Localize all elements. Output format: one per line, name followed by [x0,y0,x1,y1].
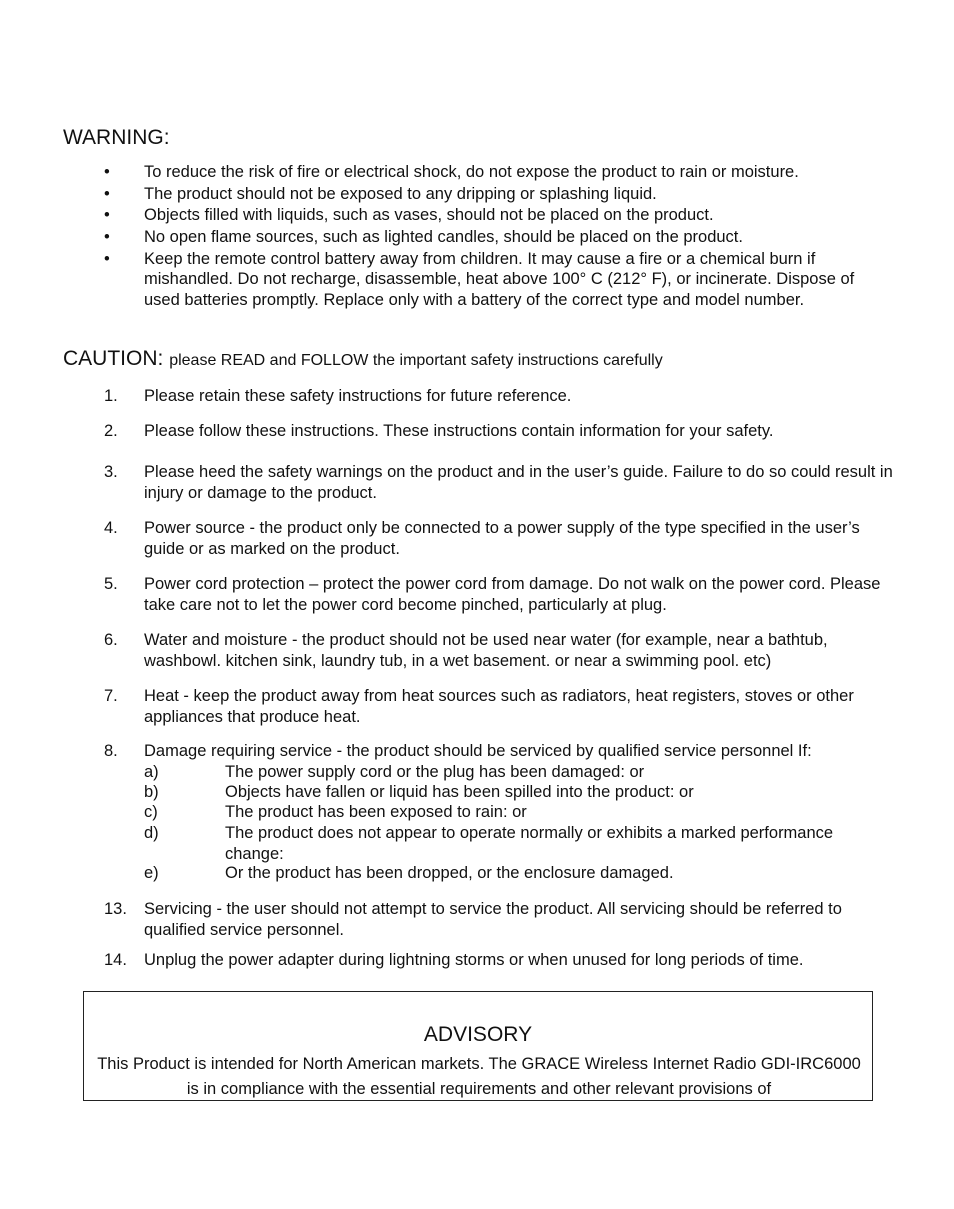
item-text: Please retain these safety instructions for future reference. [144,387,572,405]
warning-item-text: The product should not be exposed to any dripping or splashing liquid. [144,184,657,203]
item-number: 14. [104,951,127,969]
warning-heading: WARNING: [63,126,170,149]
item-number: 3. [104,463,118,481]
item-text: Please heed the safety warnings on the product and in the user’s guide. Failure to do so could result in injury or damage to the product. [144,463,893,502]
item-number: 2. [104,422,118,440]
subitem-letter: e) [144,864,159,882]
bullet-icon: • [104,206,110,225]
item-number: 6. [104,631,118,649]
warning-list [0,162,954,311]
warning-item-text: Keep the remote control battery away from children. It may cause a fire or a chemical burn if mishandled. Do not recharge, disassemble, heat above 100° C (212° F), or incinerate. Dispose of used batteries promptly. Replace only with a battery of the correct type and model number. [144,249,855,309]
caution-title: CAUTION: [63,347,164,370]
item-number: 5. [104,575,118,593]
subitem-text: The product does not appear to operate normally or exhibits a marked performance change: [225,824,834,863]
item-text: Power cord protection – protect the power cord from damage. Do not walk on the power cord. Please take care not to let the power cord become pinched, particularly at plug. [144,575,881,614]
item-text: Unplug the power adapter during lightning storms or when unused for long periods of time. [144,951,804,969]
subitem-text: Or the product has been dropped, or the enclosure damaged. [225,864,674,882]
warning-item [0,227,954,248]
warning-item [0,162,954,183]
subitem-letter: d) [144,824,159,842]
item-number: 1. [104,387,118,405]
subitem-letter: c) [144,803,158,821]
subitem-text: The power supply cord or the plug has been damaged: or [225,763,645,781]
warning-item-text: To reduce the risk of fire or electrical shock, do not expose the product to rain or moisture. [144,163,799,181]
caution-subtitle: please READ and FOLLOW the important safety instructions carefully [169,352,663,369]
subitem-text: Objects have fallen or liquid has been spilled into the product: or [225,783,694,801]
item-text: Heat - keep the product away from heat sources such as radiators, heat registers, stoves or other appliances that produce heat. [144,687,854,726]
bullet-icon: • [104,184,110,203]
item-text: Servicing - the user should not attempt to service the product. All servicing should be referred to qualified service personnel. [144,900,842,939]
advisory-title: ADVISORY [423,1023,533,1046]
warning-item-text: No open flame sources, such as lighted candles, should be placed on the product. [144,228,743,247]
subitem-letter: a) [144,763,159,781]
item-number: 8. [104,742,118,760]
item-number: 4. [104,519,118,537]
advisory-text-start: This Product is intended for [97,1055,303,1073]
caution-heading [63,347,663,373]
bullet-icon: • [104,249,110,268]
subitem-text: The product has been exposed to rain: or [225,803,527,821]
item-number: 7. [104,687,118,705]
advisory-text [94,1052,864,1102]
item-text: Please follow these instructions. These instructions contain information for your safety. [144,422,774,440]
bullet-icon: • [104,228,110,247]
warning-item [0,249,954,311]
advisory-box [83,991,873,1101]
item-text: Damage requiring service - the product should be serviced by qualified service personnel If: [144,742,812,760]
item-text: Power source - the product only be connected to a power supply of the type specified in the user’s guide or as marked on the product. [144,519,860,558]
warning-item [0,205,954,226]
advisory-text-end: . The GRACE Wireless Internet Radio GDI-IRC6000 is in compliance with the essential requirements and other relevant provisions of [186,1055,861,1098]
item-text: Water and moisture - the product should not be used near water (for example, near a bathtub, washbowl. kitchen sink, laundry tub, in a wet basement. or near a swimming pool. etc) [144,631,828,670]
warning-item-text: Objects filled with liquids, such as vases, should not be placed on the product. [144,206,714,225]
bullet-icon: • [104,163,110,181]
subitem-letter: b) [144,783,159,801]
advisory-market-emphasis: North American markets [302,1055,480,1073]
warning-item [0,184,954,205]
item-number: 13. [104,900,127,918]
